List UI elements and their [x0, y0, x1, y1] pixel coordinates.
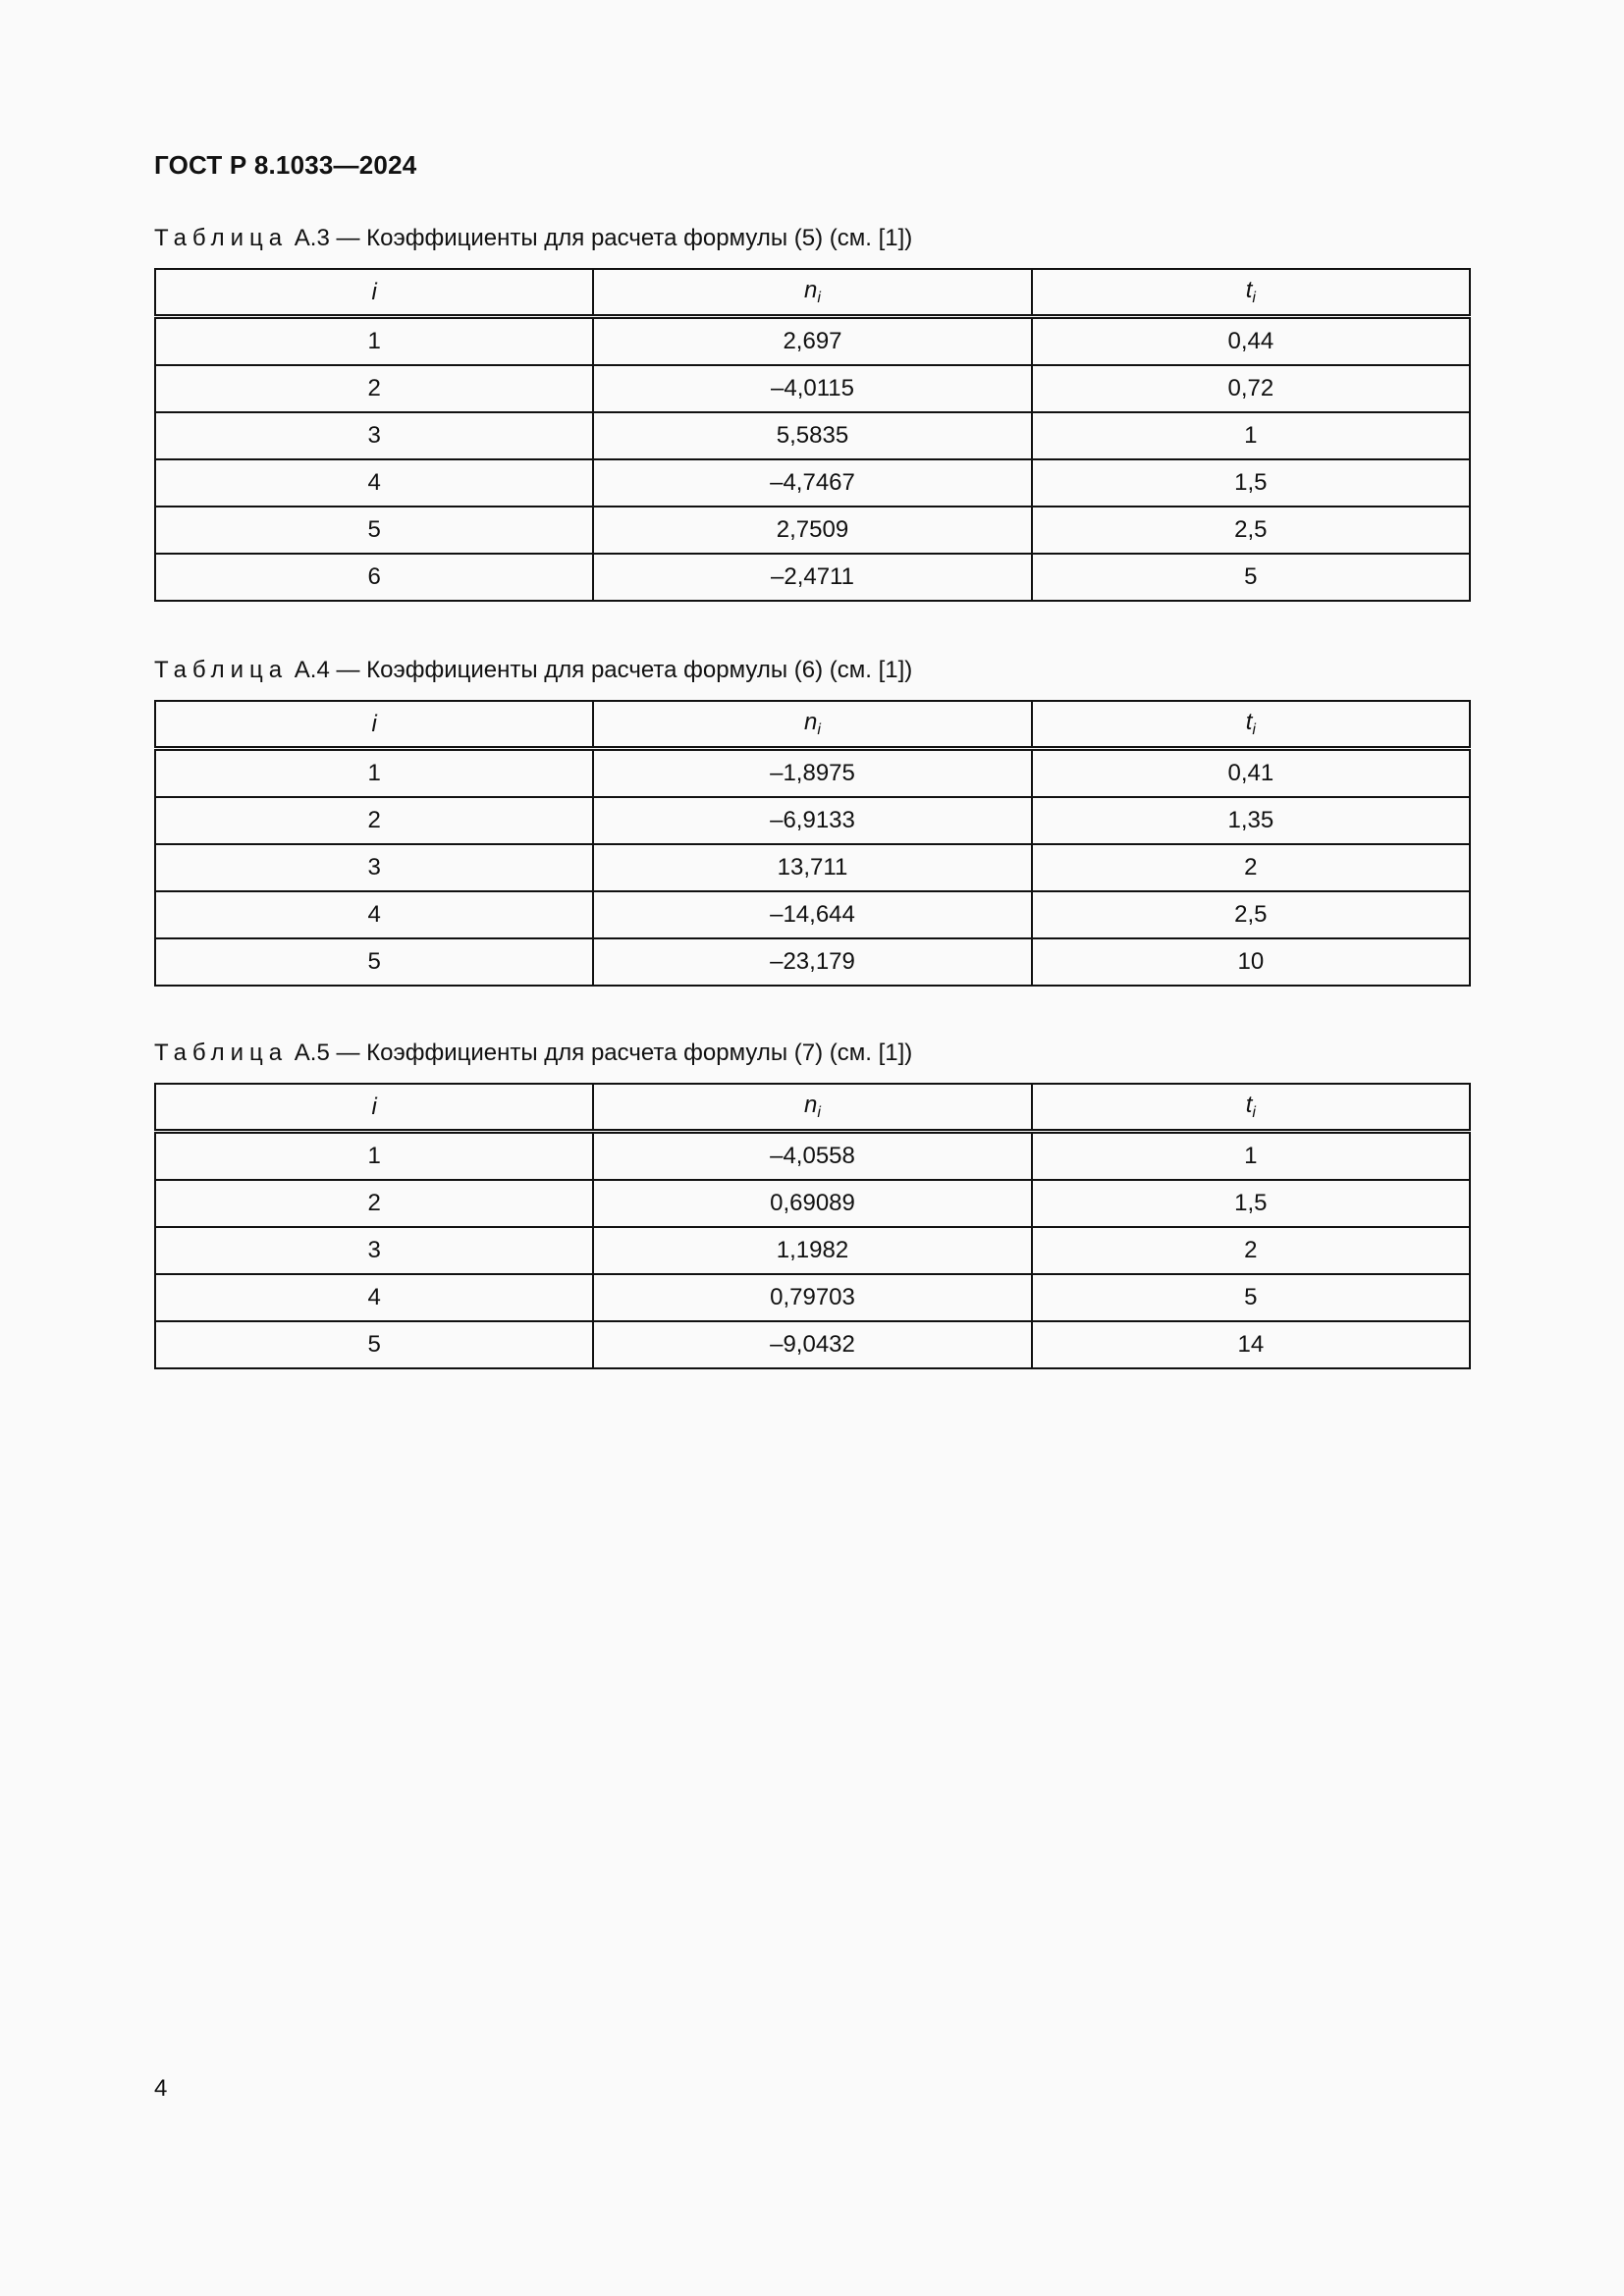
cell-n: –1,8975	[593, 749, 1031, 798]
table-row	[155, 1321, 1470, 1368]
cell-i: 2	[155, 1180, 593, 1227]
column-header-t: $t_i$	[1032, 701, 1470, 749]
cell-t: 2,5	[1032, 507, 1470, 554]
table-row	[155, 938, 1470, 986]
caption-prefix: Таблица	[154, 657, 289, 683]
coefficients-table-a5	[154, 1083, 1471, 1369]
table-header-row	[155, 1084, 1470, 1132]
table-row	[155, 365, 1470, 412]
cell-t: 2	[1032, 1227, 1470, 1274]
cell-n: –2,4711	[593, 554, 1031, 601]
cell-n: 0,79703	[593, 1274, 1031, 1321]
cell-n: –9,0432	[593, 1321, 1031, 1368]
caption-text: А.3 — Коэффициенты для расчета формулы (5) (см. [1])	[294, 225, 913, 251]
table-row	[155, 1180, 1470, 1227]
cell-i: 3	[155, 1227, 593, 1274]
cell-n: –4,0115	[593, 365, 1031, 412]
table-row	[155, 1132, 1470, 1181]
column-header-n: $n_i$	[593, 269, 1031, 317]
caption-text: А.4 — Коэффициенты для расчета формулы (6) (см. [1])	[294, 657, 913, 683]
cell-n: 13,711	[593, 844, 1031, 891]
caption-prefix: Таблица	[154, 1040, 289, 1066]
cell-t: 10	[1032, 938, 1470, 986]
table-row	[155, 749, 1470, 798]
document-header: ГОСТ Р 8.1033—2024	[154, 150, 417, 180]
coefficients-table-a4	[154, 700, 1471, 987]
page-number: 4	[154, 2075, 168, 2102]
column-header-i: i	[155, 269, 593, 317]
cell-i: 5	[155, 1321, 593, 1368]
cell-t: 1,5	[1032, 459, 1470, 507]
cell-t: 0,44	[1032, 317, 1470, 366]
table-row	[155, 507, 1470, 554]
column-header-i: i	[155, 701, 593, 749]
cell-i: 4	[155, 459, 593, 507]
table-row	[155, 412, 1470, 459]
cell-n: –4,7467	[593, 459, 1031, 507]
cell-t: 14	[1032, 1321, 1470, 1368]
coefficients-table-a3	[154, 268, 1471, 602]
column-header-n: $n_i$	[593, 701, 1031, 749]
cell-i: 2	[155, 797, 593, 844]
table-row	[155, 317, 1470, 366]
cell-t: 2	[1032, 844, 1470, 891]
cell-n: 2,7509	[593, 507, 1031, 554]
table-caption-a3	[154, 225, 912, 252]
table-row	[155, 459, 1470, 507]
cell-i: 3	[155, 412, 593, 459]
cell-t: 1,5	[1032, 1180, 1470, 1227]
cell-n: –6,9133	[593, 797, 1031, 844]
table-row	[155, 1227, 1470, 1274]
table-row	[155, 554, 1470, 601]
column-header-n: $n_i$	[593, 1084, 1031, 1132]
cell-i: 4	[155, 1274, 593, 1321]
cell-n: 2,697	[593, 317, 1031, 366]
cell-n: 5,5835	[593, 412, 1031, 459]
table-caption-a4	[154, 657, 912, 684]
cell-t: 1,35	[1032, 797, 1470, 844]
cell-t: 1	[1032, 412, 1470, 459]
cell-n: –14,644	[593, 891, 1031, 938]
cell-t: 0,41	[1032, 749, 1470, 798]
cell-i: 1	[155, 749, 593, 798]
cell-n: 0,69089	[593, 1180, 1031, 1227]
cell-i: 1	[155, 1132, 593, 1181]
cell-n: 1,1982	[593, 1227, 1031, 1274]
table-row	[155, 1274, 1470, 1321]
table-row	[155, 844, 1470, 891]
cell-i: 1	[155, 317, 593, 366]
column-header-t: $t_i$	[1032, 1084, 1470, 1132]
cell-i: 6	[155, 554, 593, 601]
table-header-row	[155, 269, 1470, 317]
caption-text: А.5 — Коэффициенты для расчета формулы (7) (см. [1])	[294, 1040, 913, 1066]
caption-prefix: Таблица	[154, 225, 289, 251]
cell-i: 5	[155, 507, 593, 554]
cell-t: 0,72	[1032, 365, 1470, 412]
table-row	[155, 891, 1470, 938]
cell-t: 5	[1032, 554, 1470, 601]
cell-i: 5	[155, 938, 593, 986]
cell-n: –23,179	[593, 938, 1031, 986]
table-caption-a5	[154, 1040, 912, 1067]
cell-t: 1	[1032, 1132, 1470, 1181]
cell-i: 4	[155, 891, 593, 938]
cell-t: 2,5	[1032, 891, 1470, 938]
cell-n: –4,0558	[593, 1132, 1031, 1181]
cell-i: 2	[155, 365, 593, 412]
cell-i: 3	[155, 844, 593, 891]
cell-t: 5	[1032, 1274, 1470, 1321]
table-row	[155, 797, 1470, 844]
column-header-t: $t_i$	[1032, 269, 1470, 317]
table-header-row	[155, 701, 1470, 749]
column-header-i: i	[155, 1084, 593, 1132]
